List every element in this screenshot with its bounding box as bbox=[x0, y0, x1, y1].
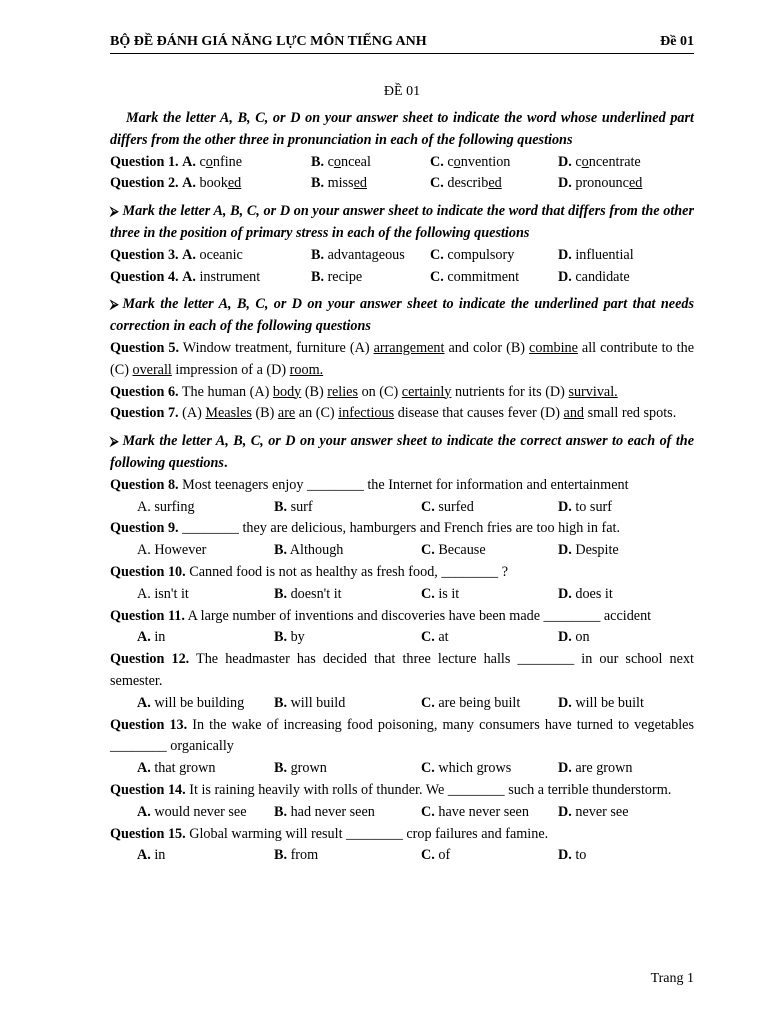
question-12-options: A. will be building B. will build C. are being built D. will be built bbox=[137, 694, 644, 711]
page-number: Trang 1 bbox=[650, 971, 694, 986]
question-15: Question 15. Global warming will result ________ crop failures and famine. bbox=[110, 825, 549, 842]
question-9-options: A. However B. Although C. Because D. Despite bbox=[137, 542, 619, 559]
exam-content bbox=[110, 108, 694, 867]
question-10: Question 10. Canned food is not as healthy as fresh food, ________ ? bbox=[110, 563, 508, 580]
question-13-options: A. that grown B. grown C. which grows D. are grown bbox=[137, 760, 633, 777]
question-14: Question 14. It is raining heavily with rolls of thunder. We ________ such a terrible thunderstorm. bbox=[110, 781, 672, 798]
page-header bbox=[110, 33, 694, 54]
question-9: Question 9. ________ they are delicious, hamburgers and French fries are too high in fat. bbox=[110, 520, 620, 537]
question-13: Question 13. In the wake of increasing food poisoning, many consumers have turned to vegetables ________ organically bbox=[110, 716, 694, 755]
question-15-options: A. in B. from C. of D. to bbox=[137, 847, 587, 864]
section2-instruction: ⮚ Mark the letter A, B, C, or D on your answer sheet to indicate the word that differs from the other three in the position of primary stress in each of the following questions bbox=[110, 203, 694, 241]
question-4: Question 4. A. instrument B. recipe C. commitment D. candidate bbox=[110, 268, 630, 285]
header-exam-number: Đề 01 bbox=[660, 34, 694, 49]
question-8: Question 8. Most teenagers enjoy ________ the Internet for information and entertainment bbox=[110, 476, 629, 493]
arrow-bullet-icon: ⮚ bbox=[110, 297, 119, 312]
question-12: Question 12. The headmaster has decided that three lecture halls ________ in our school next semester. bbox=[110, 651, 694, 689]
question-14-options: A. would never see B. had never seen C. have never seen D. never see bbox=[137, 803, 629, 820]
arrow-bullet-icon: ⮚ bbox=[110, 434, 119, 449]
question-2: Question 2. A. booked B. missed C. described D. pronounced bbox=[110, 175, 643, 192]
section3-instruction: ⮚ Mark the letter A, B, C, or D on your answer sheet to indicate the underlined part that needs correction in each of the following questions bbox=[110, 296, 694, 335]
question-11-options: A. in B. by C. at D. on bbox=[137, 629, 590, 646]
question-7: Question 7. (A) Measles (B) are an (C) infectious disease that causes fever (D) and small red spots. bbox=[110, 405, 677, 422]
header-title: BỘ ĐỀ ĐÁNH GIÁ NĂNG LỰC MÔN TIẾNG ANH bbox=[110, 34, 427, 49]
arrow-bullet-icon: ⮚ bbox=[110, 204, 119, 219]
exam-title: ĐỀ 01 bbox=[383, 84, 421, 99]
section1-instruction: Mark the letter A, B, C, or D on your answer sheet to indicate the word whose underlined part differs from the other three in pronunciation in each of the following questions bbox=[110, 110, 694, 148]
question-8-options: A. surfing B. surf C. surfed D. to surf bbox=[137, 498, 612, 515]
section4-instruction: ⮚ Mark the letter A, B, C, or D on your answer sheet to indicate the correct answer to each of the following questions. bbox=[110, 433, 694, 471]
question-10-options: A. isn't it B. doesn't it C. is it D. does it bbox=[137, 585, 613, 602]
question-1: Question 1. A. confine B. conceal C. convention D. concentrate bbox=[110, 153, 641, 170]
question-3: Question 3. A. oceanic B. advantageous C. compulsory D. influential bbox=[110, 246, 634, 263]
question-6: Question 6. The human (A) body (B) relies on (C) certainly nutrients for its (D) survival. bbox=[110, 383, 618, 400]
question-5: Question 5. Window treatment, furniture (A) arrangement and color (B) combine all contribute to the (C) overall impression of a (D) room. bbox=[110, 339, 694, 378]
question-11: Question 11. A large number of inventions and discoveries have been made ________ accident bbox=[110, 607, 652, 624]
